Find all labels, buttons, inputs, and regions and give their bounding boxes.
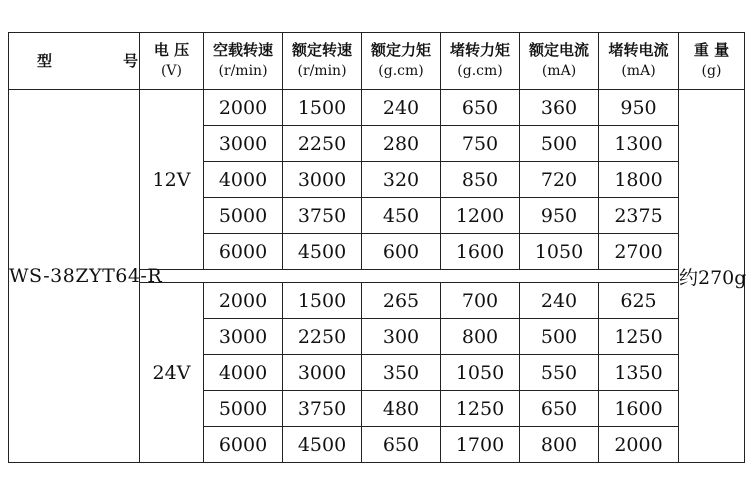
noload-speed-cell: 5000 [204, 198, 283, 234]
header-rated-speed: 额定转速 (r/min) [283, 33, 362, 90]
model-cell: WS-38ZYT64-R [9, 90, 140, 463]
header-row [9, 33, 745, 90]
stall-torque-cell: 750 [441, 126, 520, 162]
noload-speed-cell: 4000 [204, 162, 283, 198]
noload-speed-cell: 2000 [204, 90, 283, 126]
header-model: 型 号 [9, 33, 140, 90]
stall-torque-cell: 1600 [441, 234, 520, 270]
motor-spec-table [8, 32, 745, 463]
stall-current-cell: 2375 [599, 198, 679, 234]
group-separator [140, 270, 679, 283]
noload-speed-cell: 3000 [204, 126, 283, 162]
table-row [9, 90, 745, 126]
stall-current-cell: 1800 [599, 162, 679, 198]
rated-current-cell: 500 [520, 126, 599, 162]
stall-current-cell: 1350 [599, 355, 679, 391]
rated-speed-cell: 1500 [283, 283, 362, 319]
rated-torque-cell: 650 [362, 427, 441, 463]
stall-torque-cell: 1050 [441, 355, 520, 391]
noload-speed-cell: 4000 [204, 355, 283, 391]
rated-torque-cell: 450 [362, 198, 441, 234]
stall-current-cell: 1250 [599, 319, 679, 355]
rated-current-cell: 720 [520, 162, 599, 198]
stall-torque-cell: 1700 [441, 427, 520, 463]
rated-current-cell: 240 [520, 283, 599, 319]
stall-torque-cell: 700 [441, 283, 520, 319]
noload-speed-cell: 6000 [204, 234, 283, 270]
stall-current-cell: 625 [599, 283, 679, 319]
rated-torque-cell: 320 [362, 162, 441, 198]
rated-torque-cell: 350 [362, 355, 441, 391]
stall-torque-cell: 800 [441, 319, 520, 355]
rated-current-cell: 500 [520, 319, 599, 355]
rated-torque-cell: 600 [362, 234, 441, 270]
rated-torque-cell: 300 [362, 319, 441, 355]
rated-speed-cell: 3000 [283, 355, 362, 391]
weight-cell: 约270g [679, 90, 745, 463]
header-rated-current: 额定电流 (mA) [520, 33, 599, 90]
rated-current-cell: 950 [520, 198, 599, 234]
rated-speed-cell: 2250 [283, 126, 362, 162]
stall-current-cell: 1300 [599, 126, 679, 162]
stall-current-cell: 1600 [599, 391, 679, 427]
stall-current-cell: 2000 [599, 427, 679, 463]
rated-current-cell: 360 [520, 90, 599, 126]
header-rated-torque: 额定力矩 (g.cm) [362, 33, 441, 90]
stall-torque-cell: 650 [441, 90, 520, 126]
header-weight: 重 量 (g) [679, 33, 745, 90]
rated-current-cell: 550 [520, 355, 599, 391]
rated-speed-cell: 3750 [283, 391, 362, 427]
noload-speed-cell: 3000 [204, 319, 283, 355]
rated-current-cell: 650 [520, 391, 599, 427]
stall-torque-cell: 850 [441, 162, 520, 198]
rated-speed-cell: 3000 [283, 162, 362, 198]
rated-current-cell: 1050 [520, 234, 599, 270]
header-stall-current: 堵转电流 (mA) [599, 33, 679, 90]
stall-torque-cell: 1200 [441, 198, 520, 234]
voltage-cell: 24V [140, 283, 204, 463]
rated-speed-cell: 2250 [283, 319, 362, 355]
stall-current-cell: 950 [599, 90, 679, 126]
rated-speed-cell: 4500 [283, 427, 362, 463]
rated-speed-cell: 1500 [283, 90, 362, 126]
voltage-cell: 12V [140, 90, 204, 270]
stall-torque-cell: 1250 [441, 391, 520, 427]
rated-torque-cell: 265 [362, 283, 441, 319]
noload-speed-cell: 5000 [204, 391, 283, 427]
rated-torque-cell: 240 [362, 90, 441, 126]
rated-torque-cell: 280 [362, 126, 441, 162]
noload-speed-cell: 2000 [204, 283, 283, 319]
rated-current-cell: 800 [520, 427, 599, 463]
header-noload-speed: 空载转速 (r/min) [204, 33, 283, 90]
header-voltage: 电 压 (V) [140, 33, 204, 90]
stall-current-cell: 2700 [599, 234, 679, 270]
noload-speed-cell: 6000 [204, 427, 283, 463]
header-stall-torque: 堵转力矩 (g.cm) [441, 33, 520, 90]
rated-torque-cell: 480 [362, 391, 441, 427]
rated-speed-cell: 3750 [283, 198, 362, 234]
rated-speed-cell: 4500 [283, 234, 362, 270]
